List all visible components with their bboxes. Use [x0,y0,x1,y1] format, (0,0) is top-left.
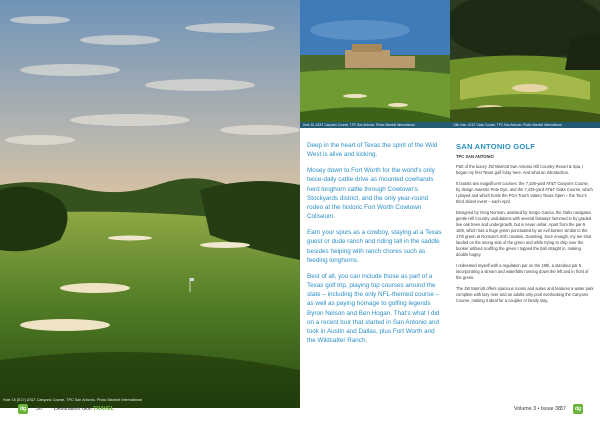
body-paragraph-4: I redeemed myself with a regulation par on the 18th, a standout par 5 incorporating a stream and waterfalls running down the left and in front of the green. [456,263,589,281]
top-photo-2-caption: 13th hole, AT&T Oaks Course, TPC San Antonio. Photo Marriott International [450,122,600,128]
issue-label: Volume 3 • Issue 38 [514,406,561,412]
body-paragraph-1: Part of the luxury JW Marriott San Antonio Hill Country Resort & Spa, I began my first Texas golf foray here. And what an introduction. [456,164,584,176]
left-page-number: 36 [36,406,42,412]
article-column [456,141,594,309]
section-subtitle: TPC SAN ANTONIO [456,154,494,159]
top-photo-oaks [450,0,600,128]
body-paragraph-2: It boasts two magnificent courses: the 7,106-yard AT&T Canyons Course, by design maestro Pete Dye, and the 7,435-yard AT&T Oaks Course, which I played and which hosts the PGA Tour's Valero Texas Open – the Tour's third oldest event – each April. [456,180,593,205]
body-paragraph-5: The JW Marriott offers spacious rooms and suites and features a water park complete with lazy river and an adults-only pool overlooking the Canyons Course, making it ideal for a couples or family stay. [456,285,594,304]
top-photo-1-caption: Hole 16, AT&T Canyons Course, TPC San Antonio. Photo Marriott International [300,122,450,128]
top-photo-resort [300,0,450,128]
intro-column [307,141,445,352]
resort-golf-image [300,0,450,128]
left-photo-caption: Hole 16 (E17) AT&T Canyons Course, TPC San Antonio. Photo Marriott International [3,398,142,402]
golf-course-sunset-image [0,0,300,408]
oaks-course-image [450,0,600,128]
left-page-photo [0,0,300,408]
magazine-name: Destination Golf [54,406,92,412]
section-title: SAN ANTONIO GOLF [456,142,536,151]
right-page-number: 37 [560,406,566,412]
intro-paragraph-4: Best of all, you can include those as part of a Texas golf trip, playing top courses around the state – including the only NFL-themed course – as well as paying homage to golfing legends Byron Nelson and Ben Hogan. That's what I did on a recent tour that started in San Antonio and took in Austin and Dallas, plus Fort Worth and the Wildcatter Ranch. [307,272,440,345]
magazine-title [54,406,114,412]
dg-logo-icon-right: dg [574,406,582,412]
intro-paragraph-3: Earn your spurs as a cowboy, staying at a Texas guest or dude ranch and riding tall in the saddle besides helping with ranch chores such as feeding longhorns. [307,229,442,264]
dg-logo-icon-left: dg [19,406,27,412]
magazine-name-accent: TRAVEL [93,406,114,412]
body-paragraph-3: Designed by Greg Norman, assisted by Sergio Garcia, the Oaks navigates gentle Hill Country undulations with several fairways hemmed in by graded live oak trees and undergrowth, but is never unfair. Apart from the par-5 16th, which has a huge green punctuated by an evil bunker similar to the 17th green at Norman's Irish creation, Doonbeg. Sure enough, my tee shot landed on the wrong side of the green and while trying to chip over the bunker without scuffing the green I topped the ball straight in, making double bogey. [456,209,592,258]
intro-paragraph-2: Mosey down to Fort Worth for the world's only twice-daily cattle drive as mounted cowhands herd longhorn cattle through Cowtown's Stockyards district, and the only year-round rodeo at the historic Fort Worth Cowtown Coliseum. [307,167,435,221]
intro-paragraph-1: Deep in the heart of Texas the spirit of the Wild West is alive and kicking. [307,142,438,159]
